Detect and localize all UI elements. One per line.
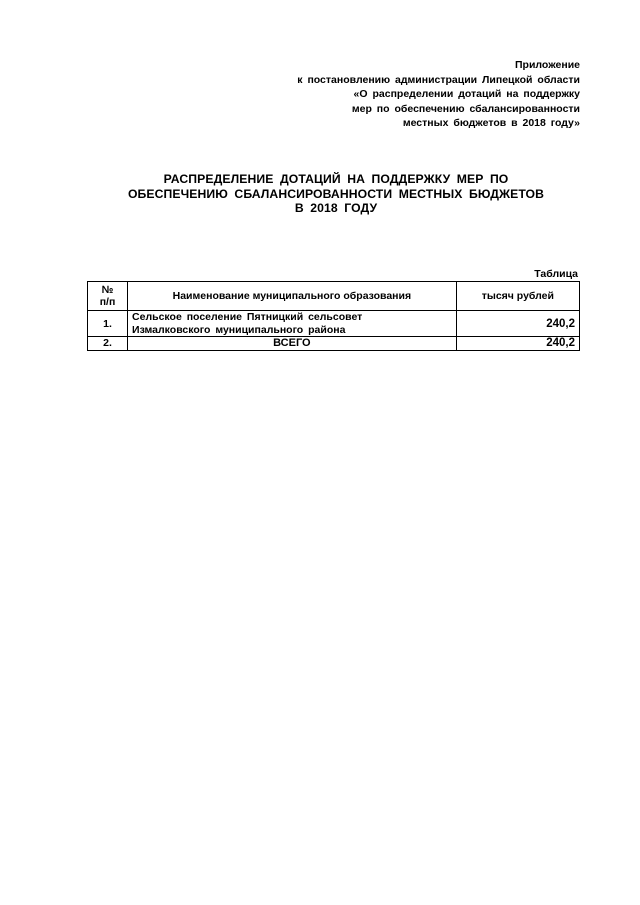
header-number-symbol: № bbox=[101, 284, 114, 296]
row-number: 1. bbox=[88, 311, 128, 337]
row-value: 240,2 bbox=[456, 311, 579, 337]
appendix-line: Приложение bbox=[514, 59, 580, 71]
total-label: ВСЕГО bbox=[128, 337, 457, 351]
appendix-line: к постановлению администрации Липецкой области bbox=[297, 73, 580, 86]
total-number: 2. bbox=[88, 337, 128, 351]
table-caption: Таблица bbox=[534, 268, 578, 280]
title-line: РАСПРЕДЕЛЕНИЕ ДОТАЦИЙ НА ПОДДЕРЖКУ МЕР ПО bbox=[163, 172, 509, 186]
total-value: 240,2 bbox=[456, 337, 579, 351]
header-name: Наименование муниципального образования bbox=[128, 282, 457, 311]
header-value: тысяч рублей bbox=[456, 282, 579, 311]
municipality-line: Измалковского муниципального района bbox=[132, 323, 346, 336]
table-total-row bbox=[88, 337, 580, 351]
distribution-table bbox=[87, 281, 580, 351]
municipality-line: Сельское поселение Пятницкий сельсовет bbox=[132, 311, 363, 323]
appendix-line: мер по обеспечению сбалансированности bbox=[351, 102, 580, 115]
title-line: В 2018 ГОДУ bbox=[294, 201, 378, 215]
title-line: ОБЕСПЕЧЕНИЮ СБАЛАНСИРОВАННОСТИ МЕСТНЫХ БЮДЖЕТОВ bbox=[127, 186, 545, 201]
table-header-row bbox=[88, 282, 580, 311]
appendix-line: «О распределении дотаций на поддержку bbox=[353, 88, 580, 101]
document-title bbox=[0, 172, 640, 216]
header-number bbox=[88, 282, 128, 311]
row-municipality bbox=[128, 311, 457, 337]
header-number-label: п/п bbox=[99, 296, 116, 308]
table-row bbox=[88, 311, 580, 337]
appendix-block bbox=[297, 58, 580, 131]
appendix-line: местных бюджетов в 2018 году» bbox=[402, 117, 580, 130]
